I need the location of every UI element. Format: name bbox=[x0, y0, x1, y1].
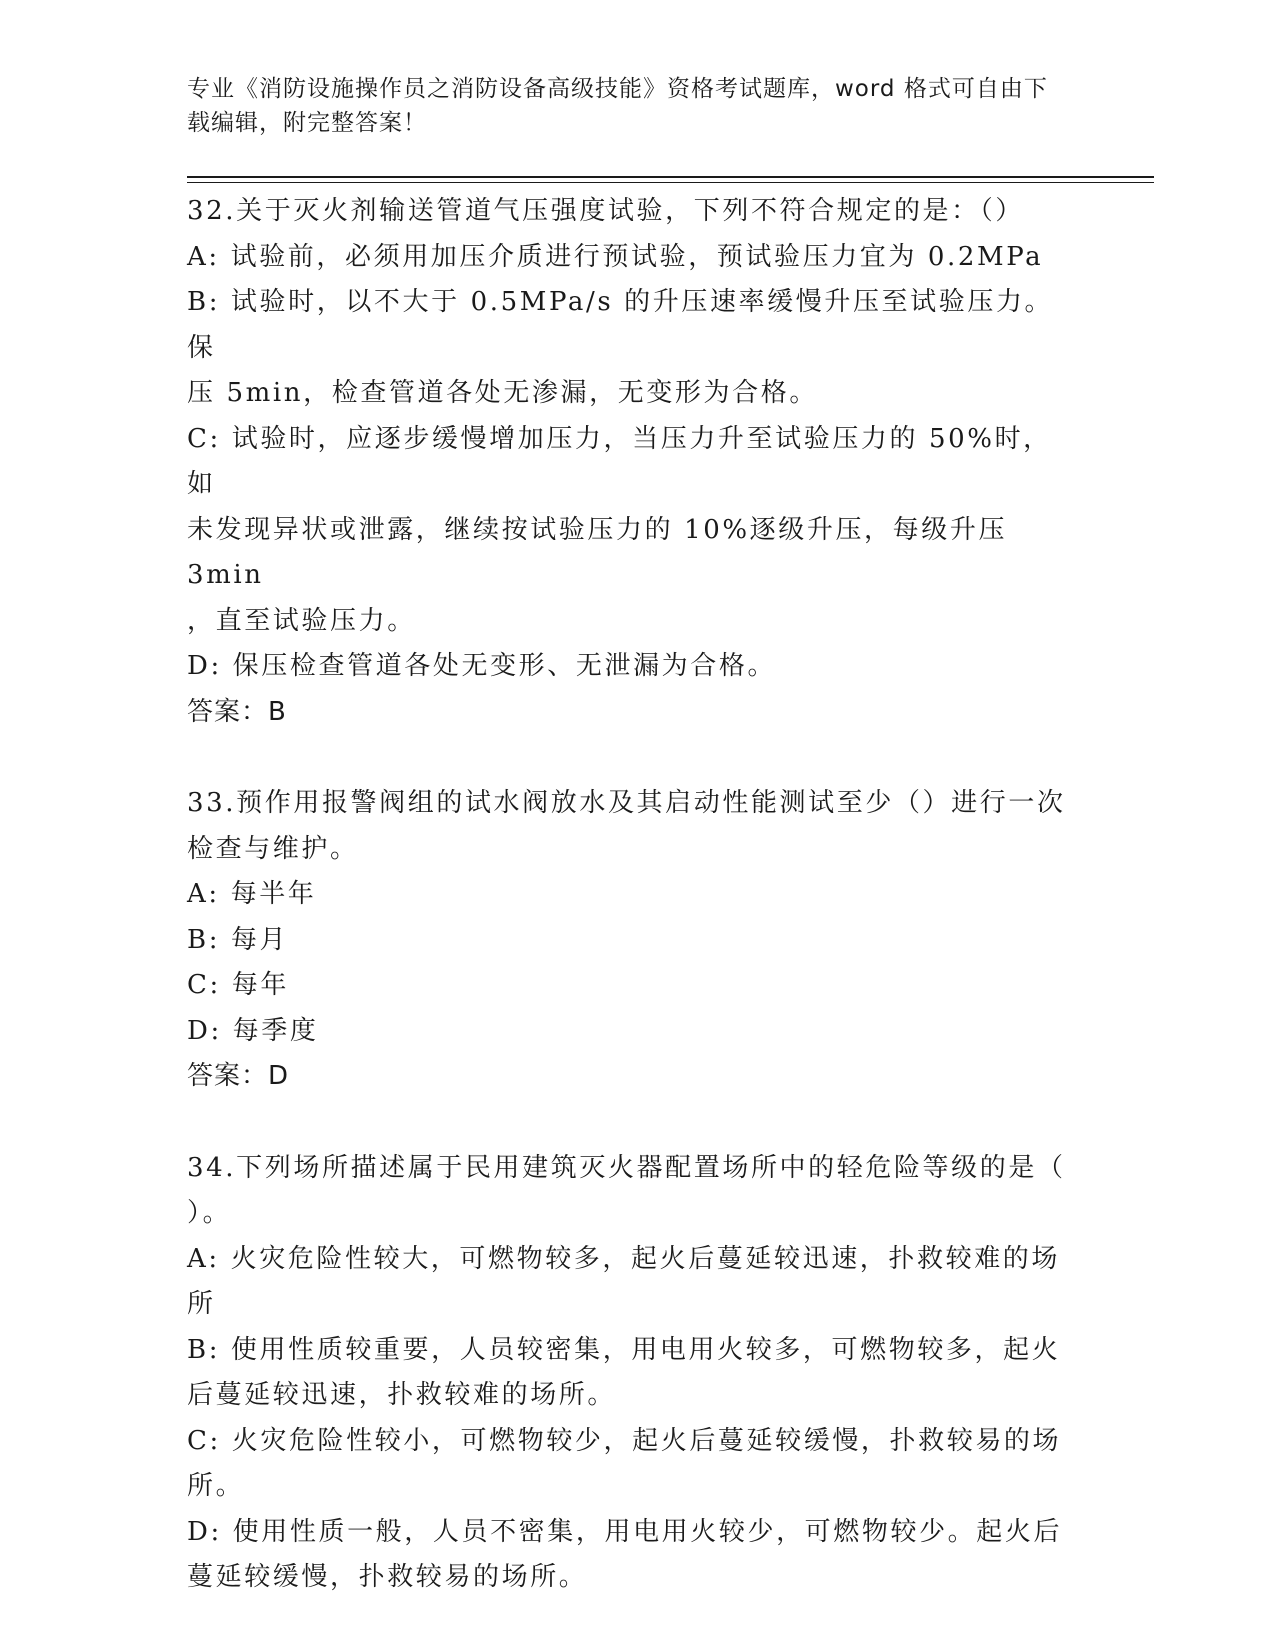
question-stem: 32.关于灭火剂输送管道气压强度试验，下列不符合规定的是：（） bbox=[187, 196, 1024, 226]
question-stem-continued: ）。 bbox=[187, 1198, 232, 1228]
question-spacer bbox=[187, 735, 1077, 781]
answer-label: 答案：D bbox=[187, 1061, 290, 1091]
header-line-1: 专业《消防设施操作员之消防设备高级技能》资格考试题库，word 格式可自由下 bbox=[187, 76, 1048, 102]
option-c-continued: ，直至试验压力。 bbox=[187, 605, 416, 636]
option-c-continued: 所。 bbox=[187, 1471, 245, 1501]
option-b: B: 每月 bbox=[187, 924, 289, 955]
header-line-2: 载编辑，附完整答案！ bbox=[187, 110, 427, 136]
option-b-continued: 后蔓延较迅速，扑救较难的场所。 bbox=[187, 1380, 617, 1410]
option-a: A: 每半年 bbox=[187, 879, 317, 909]
answer-label: 答案：B bbox=[187, 696, 287, 727]
option-d: D: 每季度 bbox=[187, 1015, 319, 1046]
option-b: B: 使用性质较重要，人员较密集，用电用火较多，可燃物较多，起火 bbox=[187, 1334, 1061, 1365]
question-32 bbox=[187, 189, 1077, 735]
option-a: A: 火灾危险性较大，可燃物较多，起火后蔓延较迅速，扑救较难的场 bbox=[187, 1243, 1061, 1274]
header-divider-thick bbox=[187, 176, 1154, 178]
question-stem-continued: 检查与维护。 bbox=[187, 833, 359, 864]
option-c-continued: 未发现异状或泄露，继续按试验压力的 10%逐级升压，每级升压 3min bbox=[187, 514, 1008, 590]
question-34 bbox=[187, 1146, 1077, 1601]
option-b-continued: 压 5min，检查管道各处无渗漏，无变形为合格。 bbox=[187, 378, 818, 408]
question-33 bbox=[187, 781, 1077, 1100]
question-spacer bbox=[187, 1100, 1077, 1146]
option-c: C: 每年 bbox=[187, 970, 289, 1000]
option-c: C: 火灾危险性较小，可燃物较少，起火后蔓延较缓慢，扑救较易的场 bbox=[187, 1425, 1062, 1456]
option-d: D: 使用性质一般，人员不密集，用电用火较少，可燃物较少。起火后 bbox=[187, 1516, 1063, 1547]
option-b: B: 试验时，以不大于 0.5MPa/s 的升压速率缓慢升压至试验压力。保 bbox=[187, 287, 1054, 363]
header-divider-thin bbox=[187, 182, 1154, 183]
option-a-continued: 所 bbox=[187, 1289, 216, 1319]
option-c: C: 试验时，应逐步缓慢增加压力，当压力升至试验压力的 50%时，如 bbox=[187, 423, 1052, 499]
option-d-continued: 蔓延较缓慢，扑救较易的场所。 bbox=[187, 1562, 588, 1592]
question-stem: 34.下列场所描述属于民用建筑灭火器配置场所中的轻危险等级的是（ bbox=[187, 1152, 1066, 1183]
question-list bbox=[187, 189, 1077, 1601]
question-stem: 33.预作用报警阀组的试水阀放水及其启动性能测试至少（）进行一次 bbox=[187, 788, 1066, 818]
option-a: A: 试验前，必须用加压介质进行预试验，预试验压力宜为 0.2MPa bbox=[187, 241, 1044, 272]
document-header bbox=[187, 72, 1067, 140]
option-d: D: 保压检查管道各处无变形、无泄漏为合格。 bbox=[187, 651, 777, 681]
